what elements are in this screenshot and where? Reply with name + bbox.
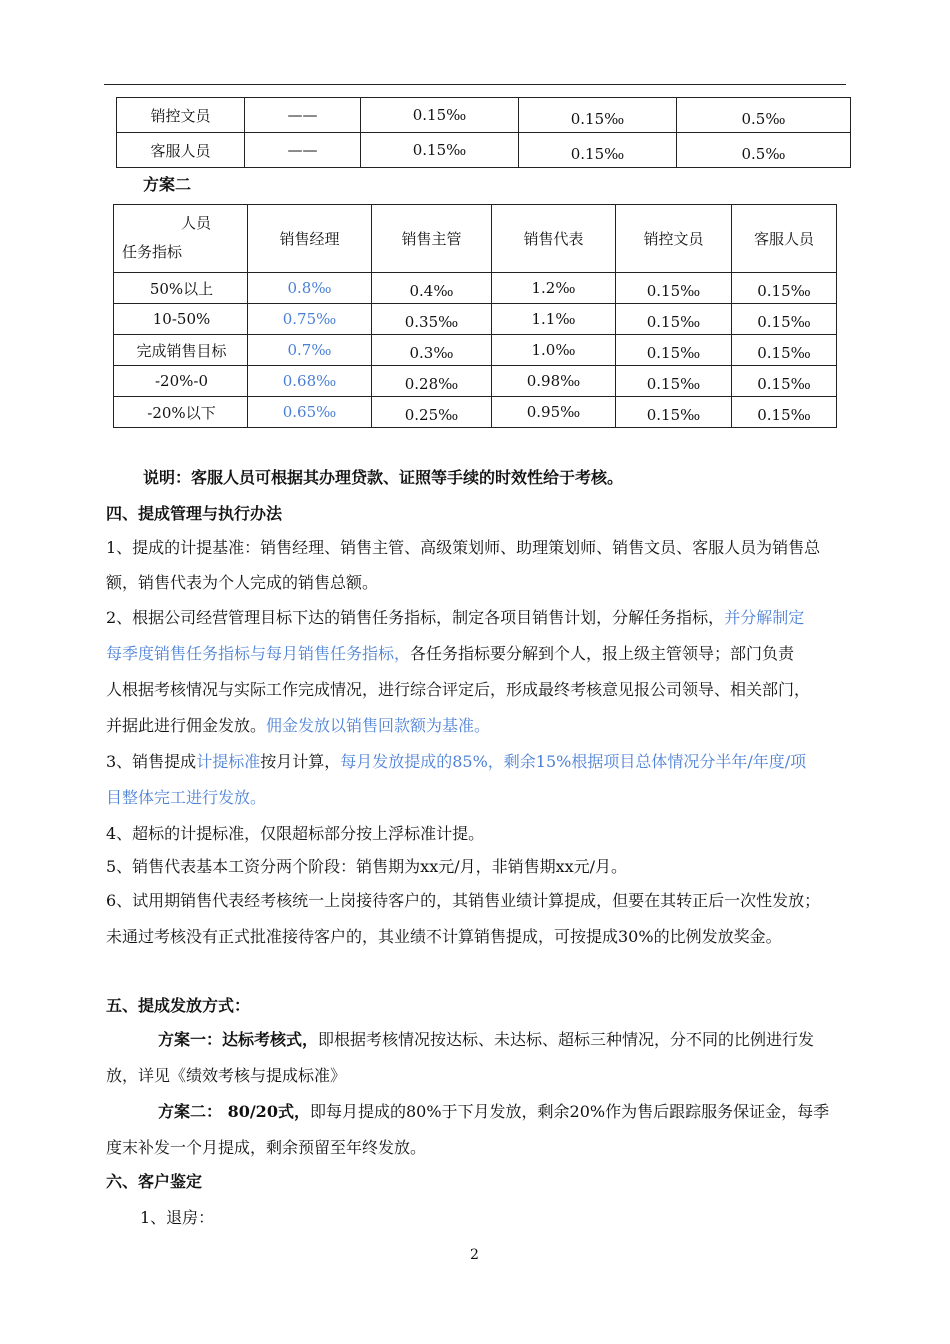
text-run: 按月计算， [260,752,341,771]
plan-label: 方案二： 80/20式， [158,1102,310,1121]
paragraph-line [106,644,794,664]
column-header: 销售代表 [492,205,616,273]
highlighted-text: 每季度销售任务指标与每月销售任务指标， [106,644,411,663]
cell-value: 0.15‰ [646,313,701,331]
paragraph-line: 未通过考核没有正式批准接待客户的，其业绩不计算销售提成，可按提成30%的比例发放奖金。 [106,927,782,946]
highlighted-text: 每月发放提成的85%，剩余15%根据项目总体情况分半年/年度/项 [340,752,807,771]
table-cell [519,98,677,133]
section-4-heading: 四、提成管理与执行办法 [106,504,283,523]
table-cell [519,133,677,168]
paragraph-line: 1、提成的计提基准：销售经理、销售主管、高级策划师、助理策划师、销售文员、客服人员为销售总 [106,538,821,557]
plan2-title: 方案二 [143,175,192,194]
table-cell: 0.15‰ [361,98,519,133]
cell-value: 0.15‰ [757,406,811,424]
row-label: 50%以上 [114,273,248,304]
table-cell [677,98,851,133]
plan-label: 方案一：达标考核式， [158,1030,319,1049]
table-cell: 1.2‰ [492,273,616,304]
row-label: 10-50% [114,304,248,335]
table-cell: 0.8‰ [248,273,372,304]
table-cell [616,366,732,397]
table-cell [616,304,732,335]
cell-value: 0.3‰ [409,344,454,362]
text-run: 3、销售提成 [106,752,197,771]
table-cell [372,335,492,366]
column-header: 销控文员 [616,205,732,273]
table-row [117,133,851,168]
paragraph-line: 人根据考核情况与实际工作完成情况，进行综合评定后，形成最终考核意见报公司领导、相关部门， [106,680,811,699]
highlighted-text: 计提标准 [196,752,261,771]
paragraph-line: 5、销售代表基本工资分两个阶段：销售期为xx元/月，非销售期xx元/月。 [106,857,628,876]
highlighted-text: 并分解制定 [724,608,805,627]
cell-value: 0.15‰ [757,344,811,362]
section-6-heading: 六、客户鉴定 [106,1172,203,1191]
table-row [114,366,837,397]
table-row [114,397,837,428]
paragraph-line [158,1102,829,1122]
text-run: 各任务指标要分解到个人，报上级主管领导；部门负责 [410,644,795,663]
cell-value: 0.15‰ [757,313,811,331]
cell-value: 0.5‰ [741,145,786,163]
table-note: 说明：客服人员可根据其办理贷款、证照等手续的时效性给于考核。 [143,468,624,487]
commission-table-continued [116,97,851,168]
table-row [114,304,837,335]
cell-value: 0.15‰ [757,375,811,393]
cell-value: 0.15‰ [570,110,625,128]
table-cell [616,273,732,304]
table-cell: 1.0‰ [492,335,616,366]
table-header-row [114,205,837,273]
table-cell: 0.98‰ [492,366,616,397]
paragraph-line: 度末补发一个月提成，剩余预留至年终发放。 [106,1138,427,1157]
cell-value: 0.15‰ [646,375,701,393]
table-row [117,98,851,133]
page-number: 2 [470,1247,479,1263]
table-cell: 0.68‰ [248,366,372,397]
table-cell [616,335,732,366]
table-cell: 0.65‰ [248,397,372,428]
paragraph-line: 目整体完工进行发放。 [106,788,267,807]
cell-value: 0.15‰ [646,282,701,300]
cell-value: 0.28‰ [404,375,459,393]
commission-table-plan2 [113,204,837,428]
table-cell: —— [245,133,361,168]
table-cell: 0.75‰ [248,304,372,335]
cell-value: 0.15‰ [570,145,625,163]
paragraph-line [158,1030,814,1050]
table-cell [732,366,837,397]
table-cell [732,335,837,366]
paragraph-line: 放，详见《绩效考核与提成标准》 [106,1066,347,1085]
table-cell [732,304,837,335]
column-header: 销售经理 [248,205,372,273]
row-label: -20%以下 [114,397,248,428]
table-cell [372,273,492,304]
corner-top-label: 人员 [180,213,211,232]
diagonal-header-cell [114,205,248,273]
table-cell: 0.15‰ [361,133,519,168]
header-rule [104,84,846,85]
text-run: 即每月提成的80%于下月发放，剩余20%作为售后跟踪服务保证金，每季 [309,1102,830,1121]
table-row [114,335,837,366]
paragraph-line: 6、试用期销售代表经考核统一上岗接待客户的，其销售业绩计算提成，但要在其转正后一次性发放； [106,891,821,910]
cell-value: 0.15‰ [646,344,701,362]
table-cell [372,397,492,428]
corner-bottom-label: 任务指标 [122,242,183,261]
table-cell: 销控文员 [117,98,245,133]
row-label: 完成销售目标 [114,335,248,366]
table-cell [732,273,837,304]
paragraph-line [106,716,490,736]
column-header: 客服人员 [732,205,837,273]
table-cell: 0.95‰ [492,397,616,428]
cell-value: 0.5‰ [741,110,786,128]
cell-value: 0.25‰ [404,406,459,424]
cell-value: 0.35‰ [404,313,459,331]
cell-value: 0.4‰ [409,282,454,300]
row-label: -20%-0 [114,366,248,397]
paragraph-line: 4、超标的计提标准，仅限超标部分按上浮标准计提。 [106,824,485,843]
table-cell: 0.7‰ [248,335,372,366]
text-run: 并据此进行佣金发放。 [106,716,267,735]
list-item: 1、退房： [140,1208,215,1227]
table-cell [372,366,492,397]
paragraph-line: 额，销售代表为个人完成的销售总额。 [106,573,379,592]
cell-value: 0.15‰ [646,406,701,424]
table-row [114,273,837,304]
table-cell: 客服人员 [117,133,245,168]
cell-value: 0.15‰ [757,282,811,300]
table-cell: 1.1‰ [492,304,616,335]
table-cell [732,397,837,428]
section-5-heading: 五、提成发放方式： [106,996,251,1015]
column-header: 销售主管 [372,205,492,273]
text-run: 即根据考核情况按达标、未达标、超标三种情况，分不同的比例进行发 [318,1030,815,1049]
table-cell [677,133,851,168]
table-cell [372,304,492,335]
table-cell: —— [245,98,361,133]
paragraph-line [106,752,806,772]
table-cell [616,397,732,428]
text-run: 2、根据公司经营管理目标下达的销售任务指标，制定各项目销售计划，分解任务指标， [106,608,725,627]
highlighted-text: 佣金发放以销售回款额为基准。 [266,716,491,735]
paragraph-line [106,608,804,628]
